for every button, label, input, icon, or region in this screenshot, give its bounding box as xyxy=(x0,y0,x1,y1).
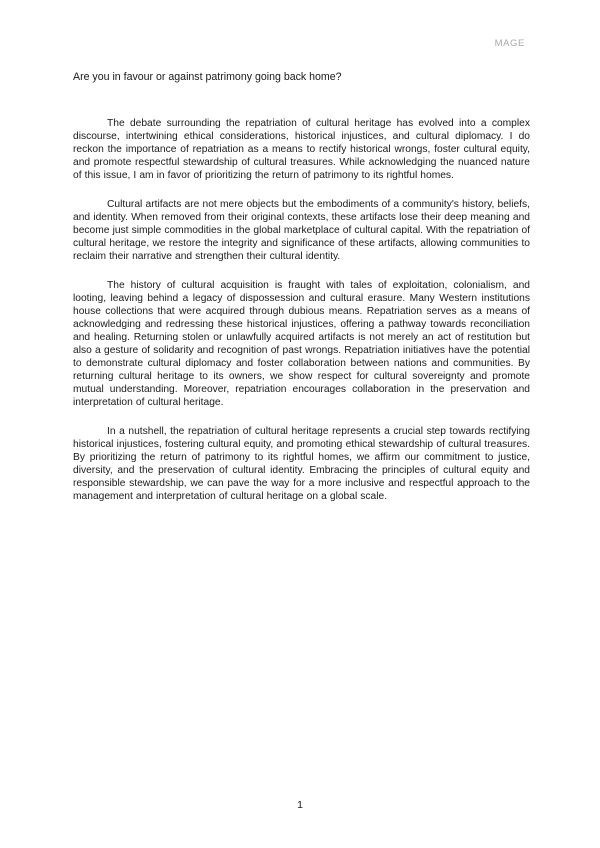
page-number: 1 xyxy=(297,799,303,811)
paragraph-4: In a nutshell, the repatriation of cultural heritage represents a crucial step towards rectifying historical injustices, fostering cultural equity, and promoting ethical stewardship of cultural treasures. By prioritizing the return of patrimony to its rightful homes, we affirm our commitment to justice, diversity, and the preservation of cultural identity. Embracing the principles of cultural equity and responsible stewardship, we can pave the way for a more inclusive and respectful approach to the management and interpretation of cultural heritage on a global scale. xyxy=(73,426,530,502)
essay-body xyxy=(73,117,530,519)
essay-question: Are you in favour or against patrimony going back home? xyxy=(73,71,342,83)
paragraph-2: Cultural artifacts are not mere objects but the embodiments of a community's history, beliefs, and identity. When removed from their original contexts, these artifacts lose their deep meaning and become just simple commodities in the global marketplace of cultural capital. With the repatriation of cultural heritage, we restore the integrity and significance of these artifacts, allowing communities to reclaim their narrative and strengthen their cultural identity. xyxy=(73,199,530,262)
paragraph-1: The debate surrounding the repatriation of cultural heritage has evolved into a complex discourse, intertwining ethical considerations, historical injustices, and cultural diplomacy. I do reckon the importance of repatriation as a means to rectify historical wrongs, foster cultural equity, and promote respectful stewardship of cultural treasures. While acknowledging the nuanced nature of this issue, I am in favor of prioritizing the return of patrimony to its rightful homes. xyxy=(73,118,530,181)
header-mark: MAGE xyxy=(494,38,525,49)
paragraph-3: The history of cultural acquisition is fraught with tales of exploitation, colonialism, and looting, leaving behind a legacy of dispossession and cultural erasure. Many Western institutions house collections that were acquired through dubious means. Repatriation serves as a means of acknowledging and redressing these historical injustices, offering a pathway towards reconciliation and healing. Returning stolen or unlawfully acquired artifacts is not merely an act of restitution but also a gesture of solidarity and recognition of past wrongs. Repatriation initiatives have the potential to demonstrate cultural diplomacy and foster collaboration between nations and communities. By returning cultural heritage to its owners, we show respect for cultural sovereignty and promote mutual understanding. Moreover, repatriation encourages collaboration in the preservation and interpretation of cultural heritage. xyxy=(73,280,530,408)
